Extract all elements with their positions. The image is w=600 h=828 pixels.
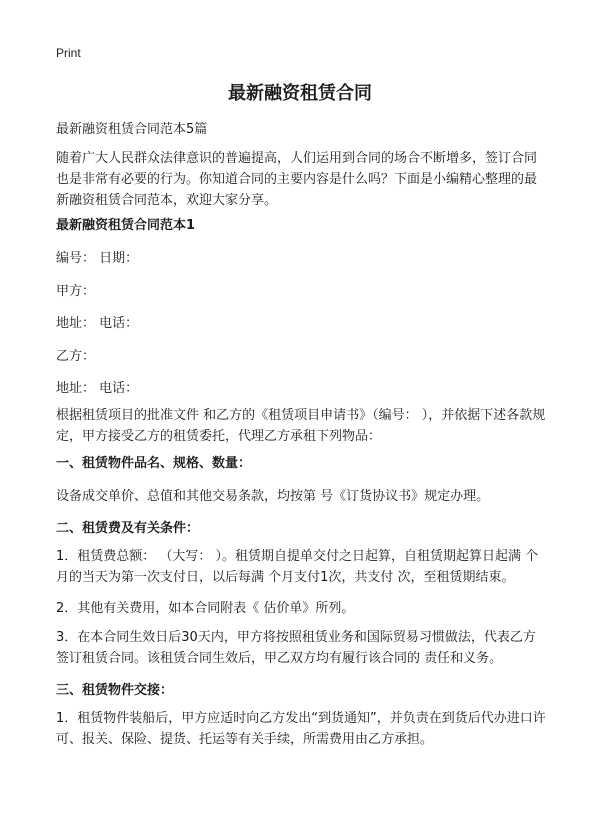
- basis-paragraph: 根据租赁项目的批准文件 和乙方的《租赁项目申请书》（编号： ），并依据下述各款规定，甲方接受乙方的租赁委托，代理乙方承租下列物品：: [56, 408, 546, 444]
- paragraph-3-1: 1．租赁物件装船后，甲方应适时向乙方发出“到货通知”，并负责在到货后代办进口许可、报关、保险、提货、托运等有关手续，所需费用由乙方承担。: [56, 711, 546, 747]
- field-address-phone-b: 地址： 电话：: [56, 381, 139, 396]
- document-subtitle: 最新融资租赁合同范本5篇: [56, 122, 208, 137]
- document-title: 最新融资租赁合同: [228, 83, 372, 104]
- paragraph-1: 设备成交单价、总值和其他交易条款，均按第 号《订货协议书》规定办理。: [56, 489, 490, 504]
- intro-paragraph: 随着广大人民群众法律意识的普遍提高，人们运用到合同的场合不断增多，签订合同也是非常有必要的行为。你知道合同的主要内容是什么吗？下面是小编精心整理的最新融资租赁合同范本，欢迎大家分享。: [56, 151, 538, 208]
- paragraph-2-3: 3．在本合同生效日后30天内，甲方将按照租赁业务和国际贸易习惯做法，代表乙方签订租赁合同。该租赁合同生效后，甲乙双方均有履行该合同的 责任和义务。: [56, 630, 536, 666]
- heading-2: 二、租赁费及有关条件：: [56, 521, 200, 536]
- heading-3: 三、租赁物件交接：: [56, 683, 174, 698]
- print-link[interactable]: Print: [56, 46, 81, 60]
- paragraph-2-2: 2．其他有关费用，如本合同附表《 估价单》所列。: [56, 601, 355, 616]
- section-1-title: 最新融资租赁合同范本1: [56, 218, 196, 233]
- field-party-b: 乙方：: [56, 349, 96, 364]
- paragraph-2-1: 1．租赁费总额： （大写： ）。租赁期自提单交付之日起算，自租赁期起算日起满 个月的当天为第一次支付日，以后每满 个月支付1次，共支付 次，至租赁期结束。: [56, 549, 539, 585]
- field-party-a: 甲方：: [56, 284, 96, 299]
- field-number-date: 编号： 日期：: [56, 251, 139, 266]
- heading-1: 一、租赁物件品名、规格、数量：: [56, 456, 252, 471]
- field-address-phone-a: 地址： 电话：: [56, 316, 139, 331]
